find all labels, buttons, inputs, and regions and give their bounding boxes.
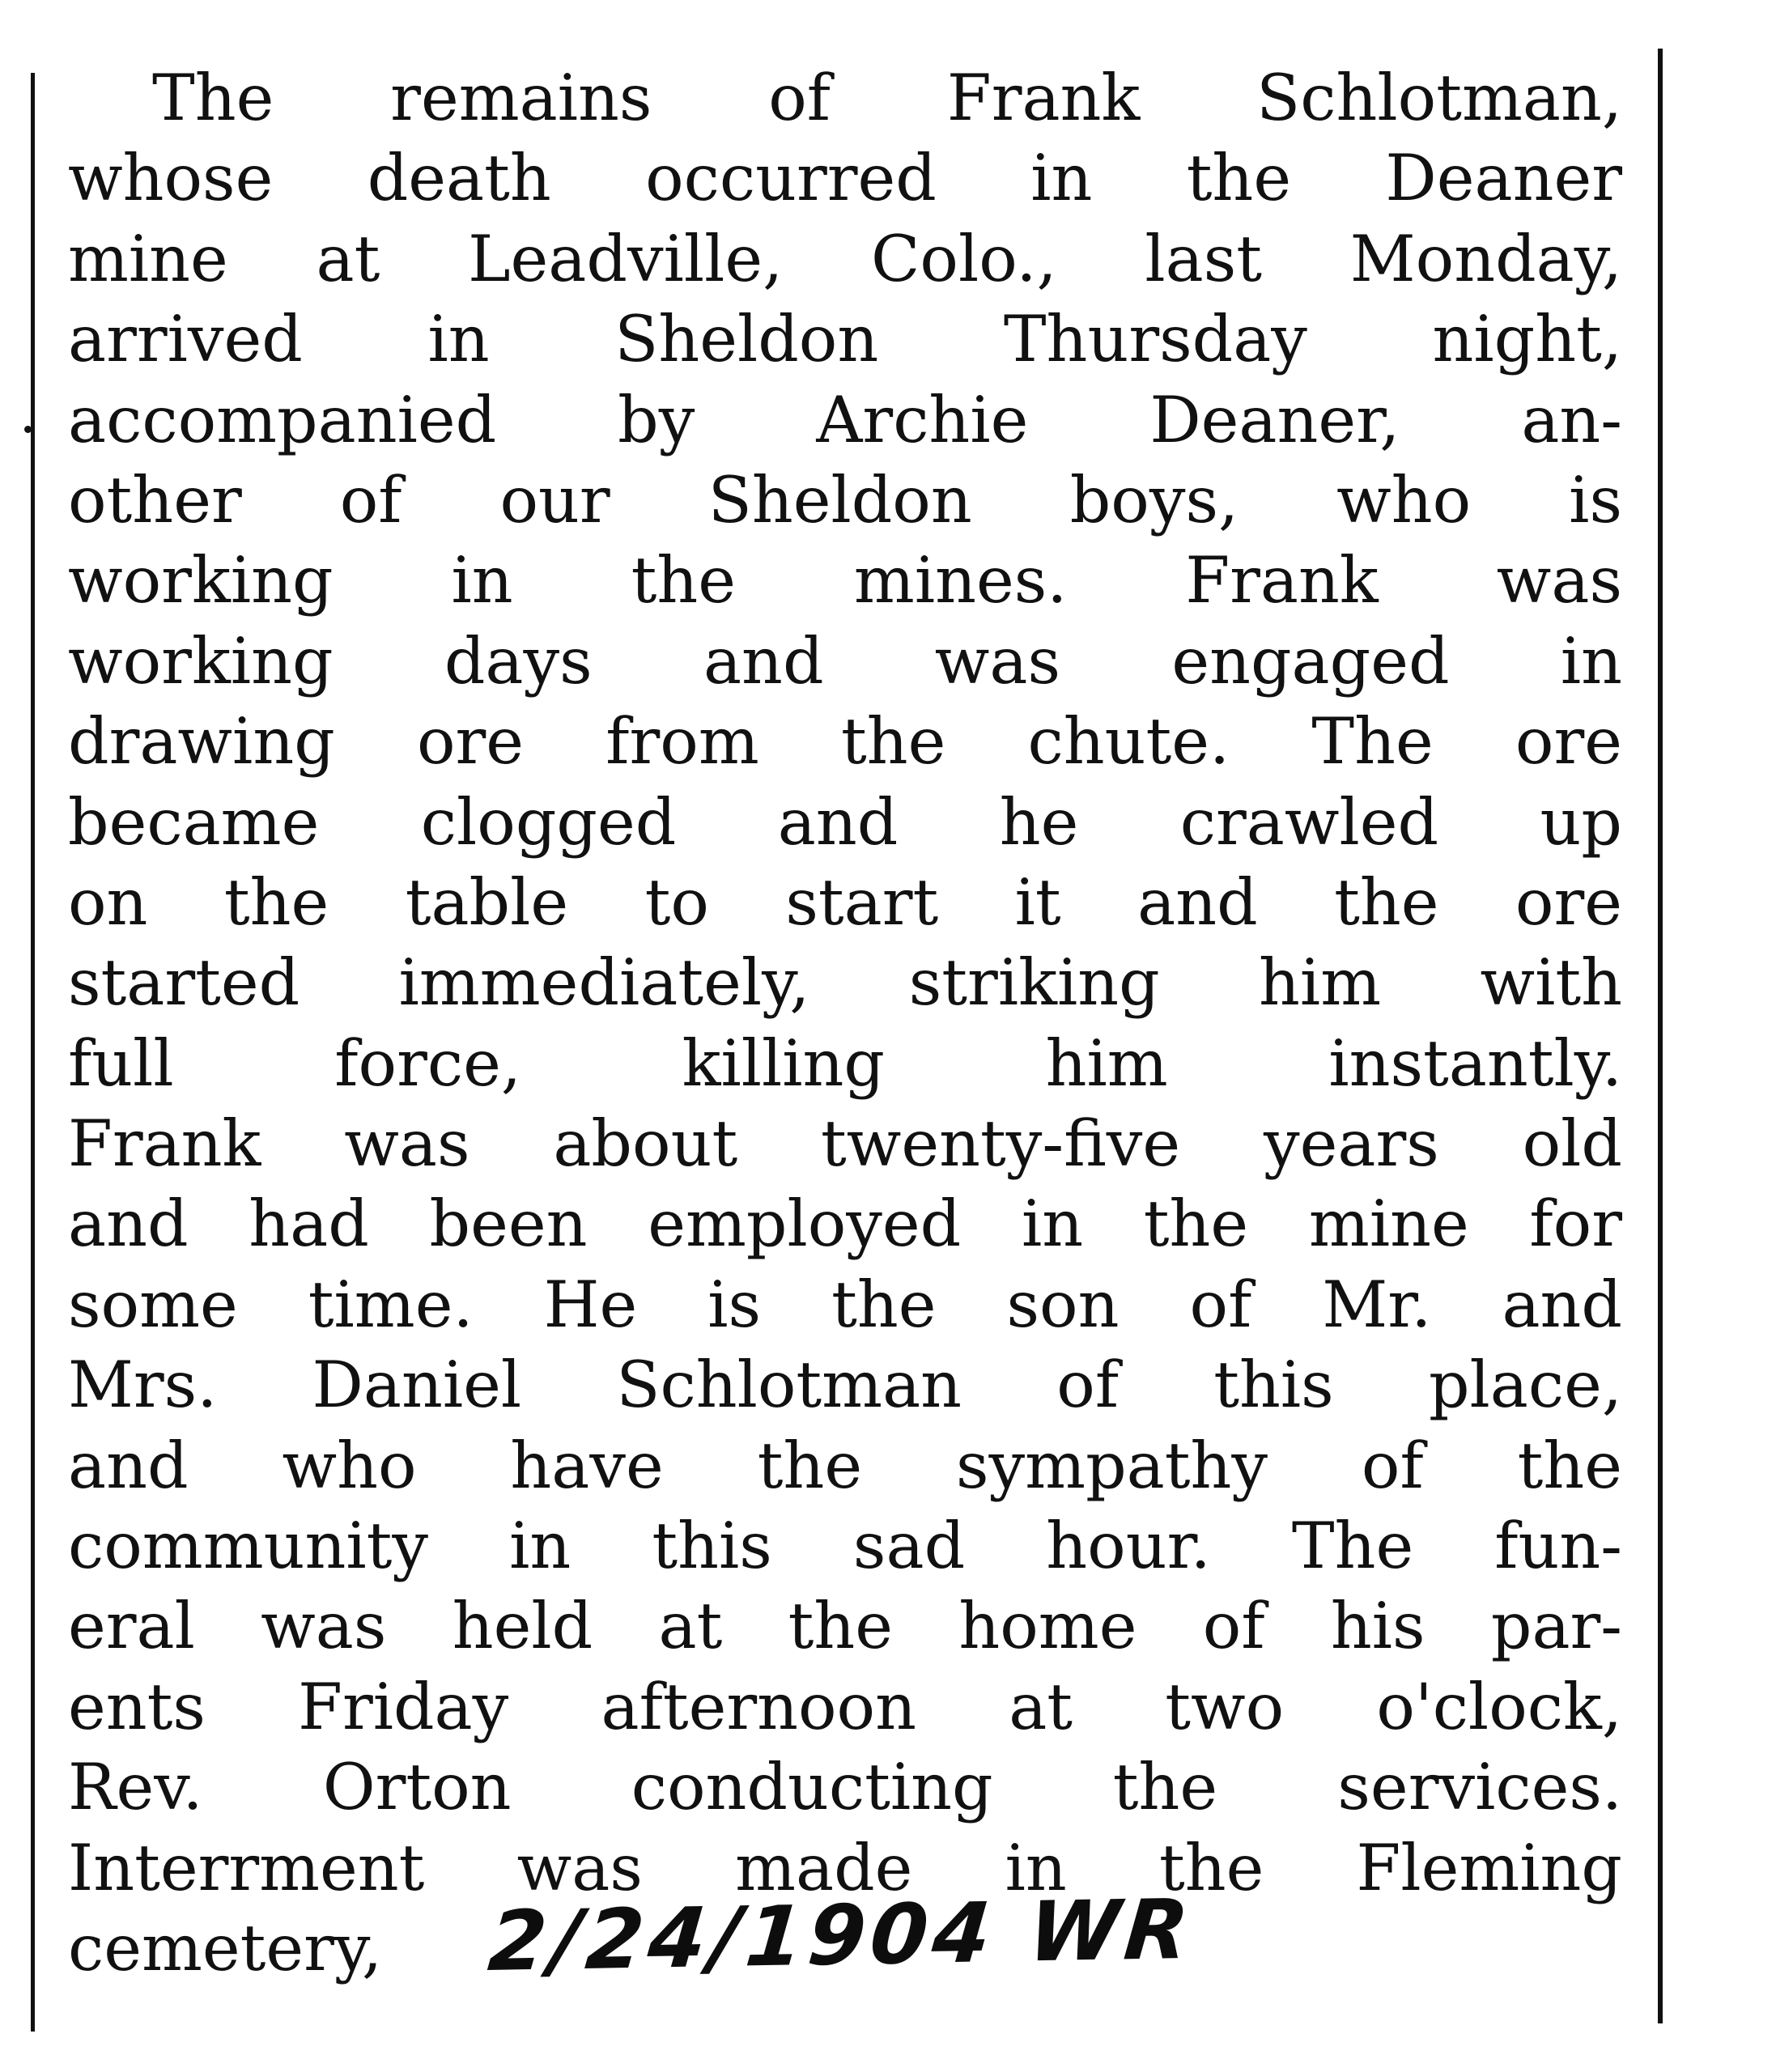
handwritten-date-note: 2/24/1904 WR bbox=[484, 1881, 1197, 1991]
article-line: Frank was about twenty-five years old bbox=[68, 1106, 1622, 1182]
left-column-rule bbox=[31, 73, 35, 2032]
article-line: accompanied by Archie Deaner, an- bbox=[68, 382, 1622, 457]
right-column-rule bbox=[1658, 49, 1663, 2023]
article-line: arrived in Sheldon Thursday night, bbox=[68, 302, 1622, 377]
article-line: and who have the sympathy of the bbox=[68, 1428, 1622, 1503]
article-line: community in this sad hour. The fun- bbox=[68, 1509, 1622, 1584]
article-line: on the table to start it and the ore bbox=[68, 864, 1622, 940]
obituary-article bbox=[68, 58, 1622, 1989]
article-line: Rev. Orton conducting the services. bbox=[68, 1750, 1622, 1825]
article-line: working in the mines. Frank was bbox=[68, 543, 1622, 618]
article-line: other of our Sheldon boys, who is bbox=[68, 462, 1622, 537]
article-line: Mrs. Daniel Schlotman of this place, bbox=[68, 1348, 1622, 1423]
ink-speck bbox=[24, 426, 32, 433]
article-line: became clogged and he crawled up bbox=[68, 784, 1622, 860]
article-line: some time. He is the son of Mr. and bbox=[68, 1267, 1622, 1342]
article-line: started immediately, striking him with bbox=[68, 945, 1622, 1021]
article-line: and had been employed in the mine for bbox=[68, 1187, 1622, 1262]
article-line: full force, killing him instantly. bbox=[68, 1025, 1622, 1101]
article-line: whose death occurred in the Deaner bbox=[68, 141, 1622, 216]
article-line: cemetery, bbox=[68, 1910, 383, 1985]
article-line: Interrment was made in the Fleming bbox=[68, 1830, 1622, 1905]
article-last-line bbox=[68, 1881, 1622, 1991]
article-line: working days and was engaged in bbox=[68, 623, 1622, 698]
article-line: eral was held at the home of his par- bbox=[68, 1589, 1622, 1664]
article-line: The remains of Frank Schlotman, bbox=[152, 61, 1622, 135]
article-line: mine at Leadville, Colo., last Monday, bbox=[68, 221, 1622, 296]
article-line: drawing ore from the chute. The ore bbox=[68, 704, 1622, 779]
article-line: ents Friday afternoon at two o'clock, bbox=[68, 1669, 1622, 1744]
